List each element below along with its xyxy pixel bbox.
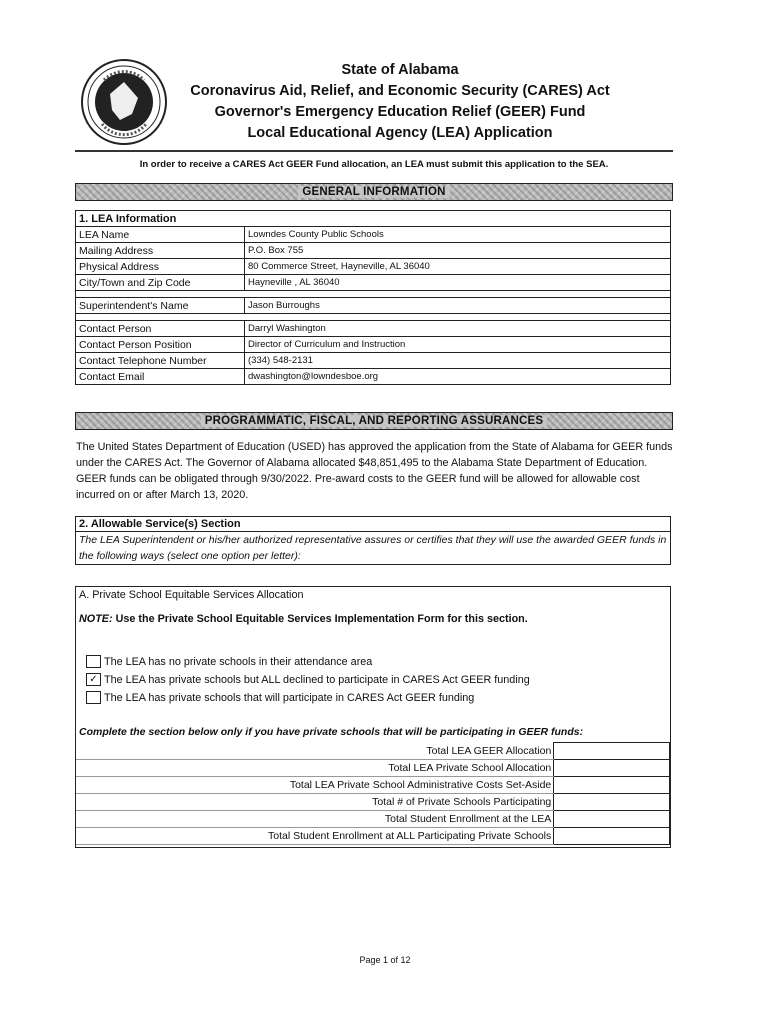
assurances-banner xyxy=(75,412,673,430)
table-row xyxy=(76,227,671,243)
table-row xyxy=(76,777,670,794)
table-row xyxy=(76,275,671,291)
table-row xyxy=(76,337,671,353)
superintendent-field[interactable]: Jason Burroughs xyxy=(245,298,671,314)
allowable-services-text: The LEA Superintendent or his/her authorized representative assures or certifies that they will use the awarded GEER funds in the following ways (select one option per letter): xyxy=(79,534,667,562)
allocation-label: Total # of Private Schools Participating xyxy=(76,794,554,811)
field-label: Contact Email xyxy=(76,369,245,385)
lea-information-section xyxy=(75,210,671,385)
checkbox[interactable] xyxy=(86,655,101,668)
private-school-note xyxy=(76,613,670,625)
table-row xyxy=(76,828,670,845)
option-label: The LEA has private schools that will participate in CARES Act GEER funding xyxy=(104,691,475,704)
total-lea-geer-allocation-field[interactable] xyxy=(554,743,670,760)
city-zip-field[interactable]: Hayneville , AL 36040 xyxy=(245,275,671,291)
table-row xyxy=(76,811,670,828)
contact-phone-field[interactable]: (334) 548-2131 xyxy=(245,353,671,369)
document-header xyxy=(175,60,625,144)
table-row xyxy=(76,243,671,259)
table-row xyxy=(76,743,670,760)
note-text: Use the Private School Equitable Services Implementation Form for this section. xyxy=(115,613,528,625)
header-divider xyxy=(75,150,673,152)
field-label: Contact Person Position xyxy=(76,337,245,353)
contact-email-field[interactable]: dwashington@lowndesboe.org xyxy=(245,369,671,385)
field-label: Physical Address xyxy=(76,259,245,275)
alabama-state-seal-icon xyxy=(80,58,168,146)
mailing-address-field[interactable]: P.O. Box 755 xyxy=(245,243,671,259)
allocation-label: Total Student Enrollment at ALL Participating Private Schools xyxy=(76,828,554,845)
field-label: Contact Person xyxy=(76,321,245,337)
table-row xyxy=(76,794,670,811)
allocation-label: Total LEA Private School Administrative Costs Set-Aside xyxy=(76,777,554,794)
private-school-section xyxy=(75,586,671,848)
banner-label: GENERAL INFORMATION xyxy=(298,186,449,198)
header-state: State of Alabama xyxy=(341,62,459,78)
private-school-allocation-field[interactable] xyxy=(554,760,670,777)
checkbox[interactable] xyxy=(86,691,101,704)
field-label: Superintendent's Name xyxy=(76,298,245,314)
table-row xyxy=(76,369,671,385)
header-application: Local Educational Agency (LEA) Application xyxy=(247,125,553,141)
physical-address-field[interactable]: 80 Commerce Street, Hayneville, AL 36040 xyxy=(245,259,671,275)
intro-text: In order to receive a CARES Act GEER Fund allocation, an LEA must submit this application to the SEA. xyxy=(139,159,609,170)
header-fund: Governor's Emergency Education Relief (GEER) Fund xyxy=(214,104,586,120)
option-all-declined[interactable] xyxy=(86,673,530,686)
private-school-enrollment-field[interactable] xyxy=(554,828,670,845)
table-row xyxy=(76,259,671,275)
checkbox-checked[interactable]: ✓ xyxy=(86,673,101,686)
allocation-label: Total Student Enrollment at the LEA xyxy=(76,811,554,828)
complete-section-note: Complete the section below only if you have private schools that will be participating in GEER funds: xyxy=(79,726,584,738)
option-label: The LEA has private schools but ALL declined to participate in CARES Act GEER funding xyxy=(104,673,530,686)
admin-costs-set-aside-field[interactable] xyxy=(554,777,670,794)
allocation-label: Total LEA GEER Allocation xyxy=(76,743,554,760)
assurances-paragraph: The United States Department of Education (USED) has approved the application from the State of Alabama for GEER funds under the CARES Act. The Governor of Alabama allocated $48,851,495 to the Alabama State Department of Education. GEER funds can be obligated through 9/30/2022. Pre-award costs to the GEER fund will be allowed for allowable cost incurred on or after March 13, 2020. xyxy=(76,441,673,501)
allocation-label: Total LEA Private School Allocation xyxy=(76,760,554,777)
table-row xyxy=(76,298,671,314)
field-label: City/Town and Zip Code xyxy=(76,275,245,291)
field-label: Mailing Address xyxy=(76,243,245,259)
private-school-heading: A. Private School Equitable Services Allocation xyxy=(79,589,304,601)
banner-label: PROGRAMMATIC, FISCAL, AND REPORTING ASSURANCES xyxy=(201,415,547,427)
contact-person-field[interactable]: Darryl Washington xyxy=(245,321,671,337)
option-label: The LEA has no private schools in their attendance area xyxy=(104,655,373,668)
lea-name-field[interactable]: Lowndes County Public Schools xyxy=(245,227,671,243)
allowable-services-section xyxy=(75,516,671,565)
allocation-table xyxy=(76,742,670,845)
note-label: NOTE: xyxy=(79,613,113,625)
lea-enrollment-field[interactable] xyxy=(554,811,670,828)
lea-information-table xyxy=(75,210,671,385)
private-schools-participating-field[interactable] xyxy=(554,794,670,811)
field-label: Contact Telephone Number xyxy=(76,353,245,369)
section-title: 2. Allowable Service(s) Section xyxy=(76,517,670,532)
header-act: Coronavirus Aid, Relief, and Economic Security (CARES) Act xyxy=(190,83,610,99)
table-row xyxy=(76,760,670,777)
contact-position-field[interactable]: Director of Curriculum and Instruction xyxy=(245,337,671,353)
section-title: 1. LEA Information xyxy=(76,211,671,227)
page-number: Page 1 of 12 xyxy=(359,955,411,965)
field-label: LEA Name xyxy=(76,227,245,243)
option-no-private-schools[interactable] xyxy=(86,655,372,668)
table-row xyxy=(76,353,671,369)
general-information-banner xyxy=(75,183,673,201)
table-row xyxy=(76,321,671,337)
option-will-participate[interactable] xyxy=(86,691,474,704)
